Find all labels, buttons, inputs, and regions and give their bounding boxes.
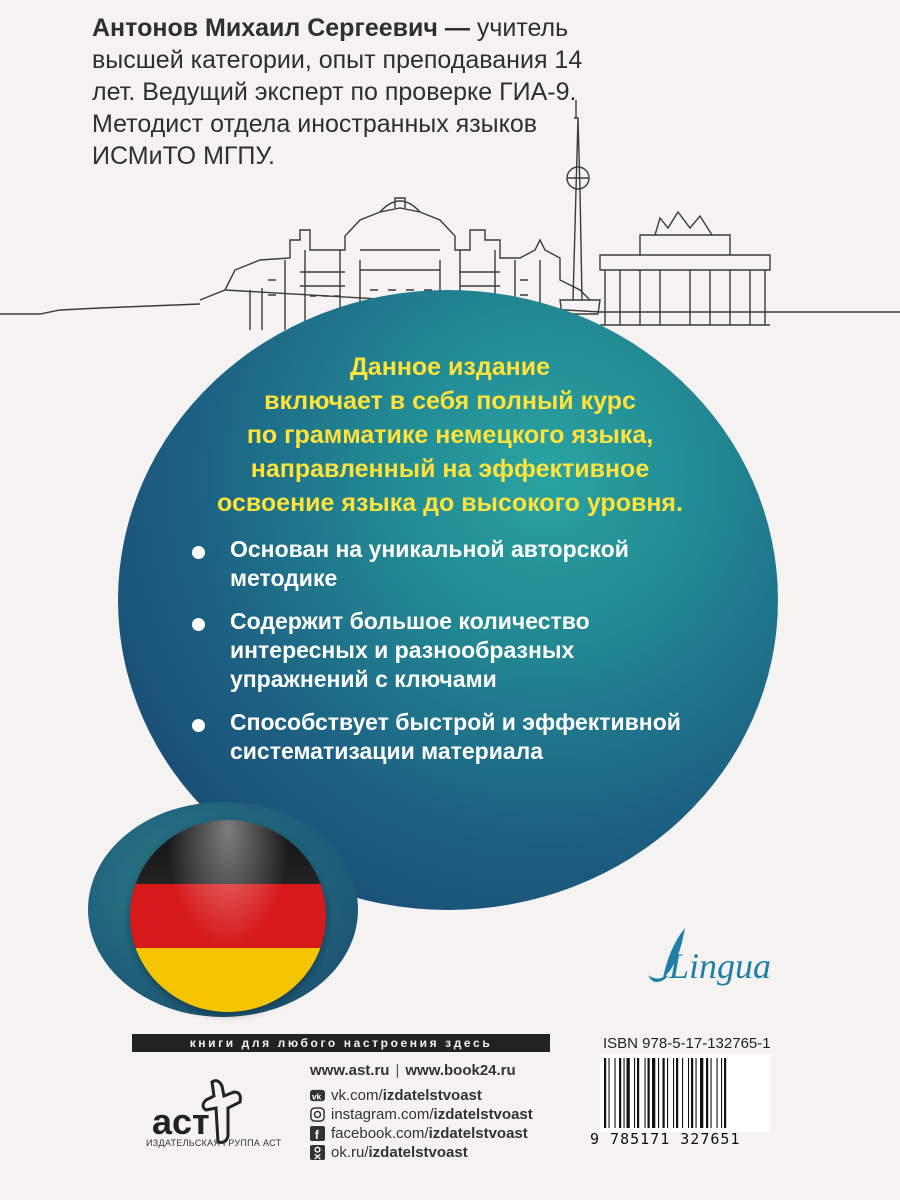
isbn-number: ISBN 978-5-17-132765-1: [603, 1035, 771, 1052]
social-prefix: ok.ru/: [331, 1144, 369, 1161]
barcode-bar: [658, 1058, 659, 1128]
barcode-bar: [711, 1058, 712, 1128]
social-handle: izdatelstvoast: [368, 1144, 468, 1161]
barcode: [600, 1054, 770, 1132]
website-link[interactable]: www.book24.ru: [405, 1062, 516, 1079]
barcode-bar: [682, 1058, 683, 1128]
feature-item: [188, 607, 690, 694]
intro-line: освоение языка до высокого уровня.: [217, 489, 683, 517]
social-link-facebook[interactable]: [310, 1124, 533, 1143]
barcode-bar: [706, 1058, 708, 1128]
social-link-odnoklassniki[interactable]: [310, 1143, 533, 1162]
feature-list: [188, 535, 708, 780]
social-handle: izdatelstvoast: [433, 1106, 533, 1123]
svg-text:vk: vk: [311, 1091, 322, 1102]
ast-logo-text: аст: [152, 1101, 210, 1142]
barcode-bar: [691, 1058, 693, 1128]
lingua-logo: [645, 920, 825, 990]
barcode-bar: [663, 1058, 665, 1128]
barcode-bar: [673, 1058, 674, 1128]
barcode-bar: [696, 1058, 697, 1128]
author-bio: учитель высшей категории, опыт преподавания 14 лет. Ведущий эксперт по проверке ГИА-9. Методист отдела иностранных языков ИСМиТО МГПУ.: [92, 14, 583, 170]
intro-line: по грамматике немецкого языка,: [246, 421, 654, 449]
barcode-bar: [717, 1058, 718, 1128]
barcode-bar: [627, 1058, 630, 1128]
instagram-icon: [310, 1107, 325, 1122]
social-link-vk[interactable]: [310, 1086, 533, 1105]
barcode-bar: [619, 1058, 621, 1128]
barcode-bar: [667, 1058, 668, 1128]
barcode-bar: [676, 1058, 678, 1128]
barcode-bar: [688, 1058, 689, 1128]
intro-line: Данное издание: [350, 353, 550, 381]
publisher-websites: www.ast.ru | www.book24.ru: [310, 1062, 516, 1079]
lingua-logo-text: Lingua: [669, 946, 772, 986]
barcode-bar: [648, 1058, 650, 1128]
barcode-bar: [609, 1058, 610, 1128]
barcode-bar: [637, 1058, 639, 1128]
barcode-bar: [645, 1058, 646, 1128]
social-prefix: vk.com/: [331, 1087, 383, 1104]
social-prefix: facebook.com/: [331, 1125, 429, 1142]
intro-line: включает в себя полный курс: [264, 387, 636, 415]
intro-line: направленный на эффективное: [250, 455, 650, 483]
social-handle: izdatelstvoast: [428, 1125, 528, 1142]
feature-item: [188, 708, 700, 766]
barcode-bar: [721, 1058, 722, 1128]
barcode-digits: 9 785171 327651: [590, 1130, 741, 1148]
barcode-bar: [700, 1058, 703, 1128]
barcode-bar: [604, 1058, 606, 1128]
slogan-banner: книги для любого настроения здесь: [132, 1034, 550, 1052]
author-name: Антонов Михаил Сергеевич —: [92, 14, 470, 42]
barcode-bar: [615, 1058, 616, 1128]
intro-text: [150, 350, 750, 520]
barcode-bar: [652, 1058, 655, 1128]
social-links: [310, 1086, 533, 1162]
feature-item-text: Основан на уникальной авторской методике: [230, 536, 629, 591]
social-prefix: instagram.com/: [331, 1106, 434, 1123]
barcode-bar: [624, 1058, 625, 1128]
facebook-icon: [310, 1126, 325, 1141]
social-link-instagram[interactable]: [310, 1105, 533, 1124]
barcode-bar: [634, 1058, 635, 1128]
social-handle: izdatelstvoast: [382, 1087, 482, 1104]
feature-item-text: Способствует быстрой и эффективной систематизации материала: [230, 709, 681, 764]
odnoklassniki-icon: [310, 1145, 325, 1160]
website-link[interactable]: www.ast.ru: [310, 1062, 390, 1079]
svg-text:f: f: [314, 1128, 319, 1141]
publisher-caption: ИЗДАТЕЛЬСКАЯ ГРУППА АСТ: [146, 1138, 282, 1148]
vk-icon: [310, 1088, 325, 1103]
feature-item: [188, 535, 700, 593]
feature-item-text: Содержит большое количество интересных и разнообразных упражнений с ключами: [230, 608, 590, 692]
barcode-bar: [724, 1058, 726, 1128]
german-flag-badge: [130, 820, 326, 1012]
